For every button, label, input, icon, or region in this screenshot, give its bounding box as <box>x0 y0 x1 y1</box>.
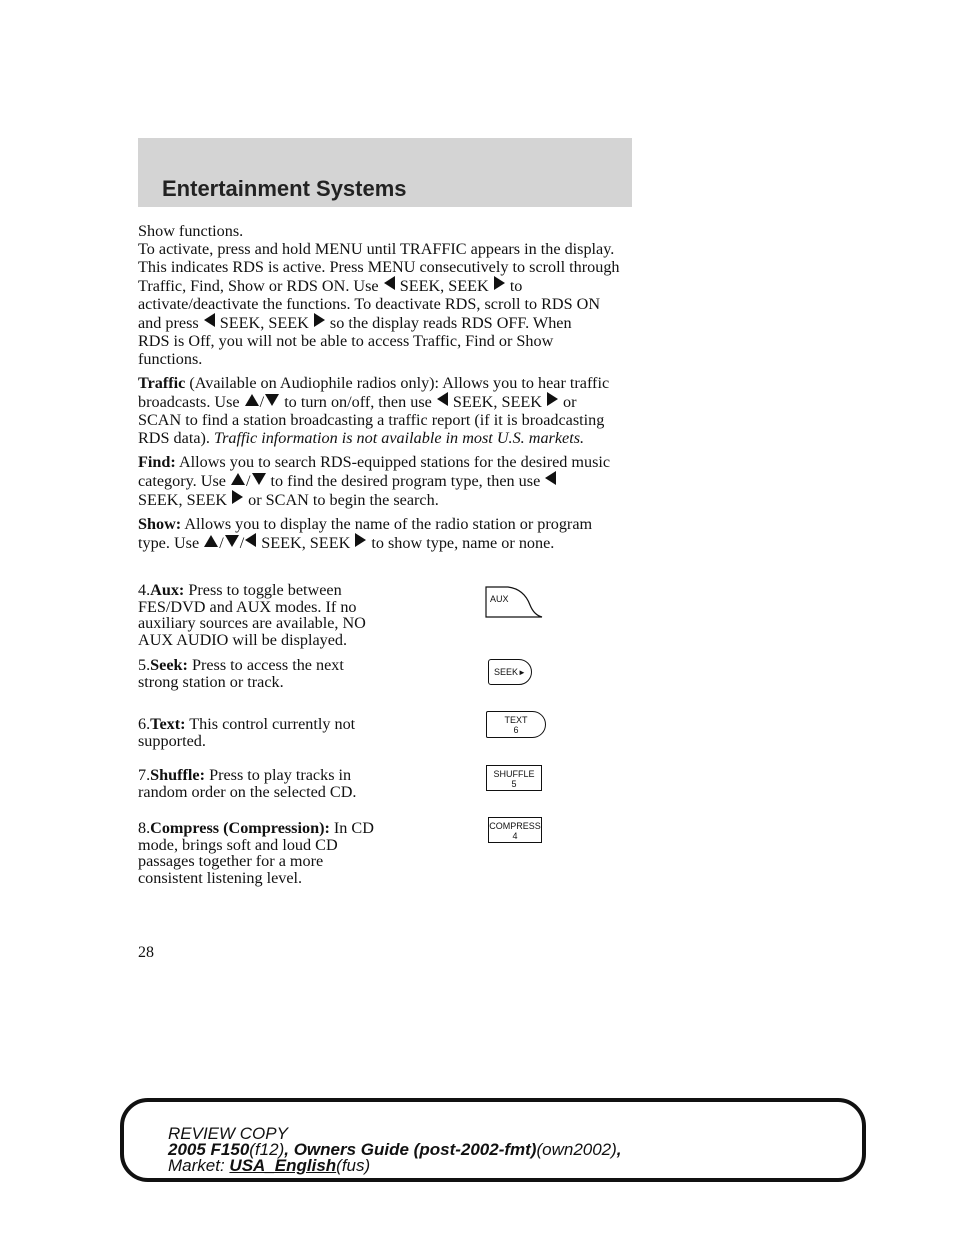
seek-left-arrow-icon <box>204 313 215 327</box>
show-term: Show: <box>138 515 182 533</box>
seek-button-illustration: SEEK► <box>488 659 532 685</box>
compress-button-label: COMPRESS <box>489 821 541 831</box>
seek-left-arrow-icon <box>545 471 556 485</box>
section-header <box>138 138 632 207</box>
seek-left-arrow-icon <box>437 392 448 406</box>
compress-button-illustration <box>488 817 542 843</box>
section-title: Entertainment Systems <box>162 176 407 201</box>
down-arrow-icon <box>252 473 266 485</box>
up-arrow-icon <box>245 394 259 406</box>
show-paragraph: Show: Allows you to display the name of the radio station or program type. Use / / SEEK, SEEK to show type, name or none. <box>138 515 593 552</box>
text-button-number: 6 <box>513 725 519 735</box>
list-item-text: 6.Text: This control currently not supported. <box>138 715 356 750</box>
footer-market-line: Market: USA_English(fus) <box>168 1156 371 1175</box>
traffic-note: Traffic information is not available in most U.S. markets. <box>213 429 585 447</box>
list-item-seek: 5.Seek: Press to access the next strong station or track. <box>138 656 344 691</box>
aux-button-label: AUX <box>490 594 509 604</box>
find-paragraph: Find: Allows you to search RDS-equipped stations for the desired music category. Use / to find the desired program type, then use SEEK, SEEK or SCAN to begin the search. <box>138 453 611 509</box>
shuffle-button-number: 5 <box>511 779 517 789</box>
seek-right-arrow-icon <box>314 313 325 327</box>
list-item-compress: 8.Compress (Compression): In CD mode, brings soft and loud CD passages together for a more consistent listening level. <box>138 819 374 887</box>
list-item-aux: 4.Aux: Press to toggle between FES/DVD and AUX modes. If no auxiliary sources are available, NO AUX AUDIO will be displayed. <box>138 581 366 649</box>
seek-button-label: SEEK <box>494 667 519 677</box>
down-arrow-icon <box>265 394 279 406</box>
text-button-label: TEXT <box>504 715 528 725</box>
traffic-paragraph: Traffic (Available on Audiophile radios only): Allows you to hear traffic broadcasts. Use / to turn on/off, then use SEEK, SEEK or SCAN to find a station broadcasting a traffic report (if it is broadcasting RDS data). Traffic information is not available in most U.S. markets. <box>138 374 610 447</box>
seek-left-arrow-icon <box>384 276 395 290</box>
seek-right-arrow-icon <box>547 392 558 406</box>
seek-right-arrow-icon <box>355 533 366 547</box>
footer-guide-line: 2005 F150(f12), Owners Guide (post-2002-fmt)(own2002), <box>168 1140 622 1159</box>
list-item-shuffle: 7.Shuffle: Press to play tracks in random order on the selected CD. <box>138 766 357 801</box>
seek-right-arrow-icon <box>494 276 505 290</box>
rds-intro-paragraph: Show functions. To activate, press and hold MENU until TRAFFIC appears in the display. This indicates RDS is active. Press MENU consecutively to scroll through Traffic, Find, Show or RDS ON. Use SEEK, SEEK to activate/deactivate the functions. To deactivate RDS, scroll to RDS ON and press SEEK, SEEK so the display reads RDS OFF. When RDS is Off, you will not be able to access Traffic, Find or Show functions. <box>138 222 620 368</box>
traffic-term: Traffic <box>138 374 186 392</box>
footer-text <box>168 1126 622 1174</box>
up-arrow-icon <box>231 473 245 485</box>
seek-left-arrow-icon <box>245 533 256 547</box>
page-number: 28 <box>138 944 154 961</box>
seek-right-arrow-icon <box>232 490 243 504</box>
find-term: Find: <box>138 453 176 471</box>
aux-button-illustration <box>484 585 544 619</box>
shuffle-button-label: SHUFFLE <box>493 769 535 779</box>
up-arrow-icon <box>204 535 218 547</box>
compress-button-number: 4 <box>512 831 518 841</box>
shuffle-button-illustration <box>486 765 542 791</box>
footer-review-copy: REVIEW COPY <box>168 1124 288 1143</box>
body-text <box>138 222 638 558</box>
down-arrow-icon <box>225 535 239 547</box>
text-button-illustration <box>486 711 546 738</box>
review-copy-footer <box>120 1098 866 1182</box>
